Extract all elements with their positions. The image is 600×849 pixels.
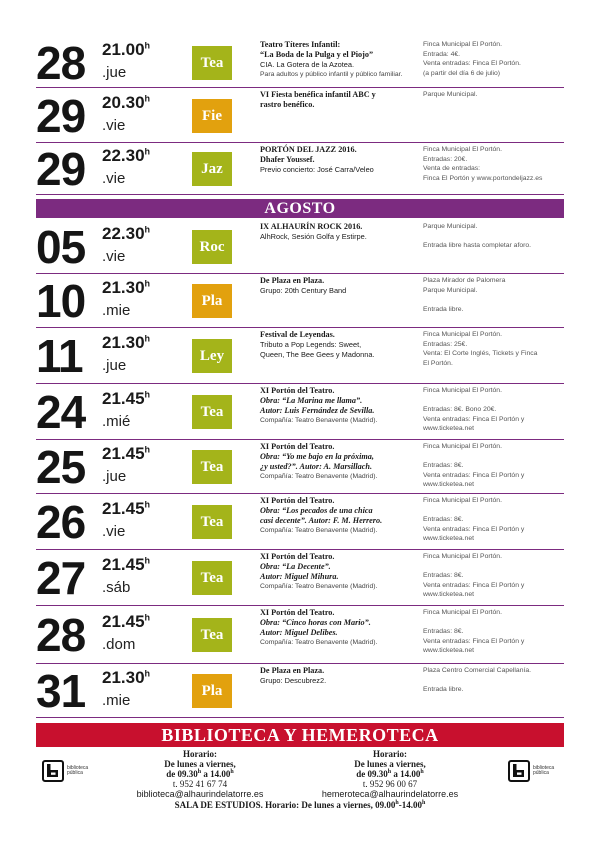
description-line: XI Portón del Teatro.	[260, 386, 335, 395]
description-line: Tributo a Pop Legends: Sweet,	[260, 340, 362, 349]
description-line: IX ALHAURÍN ROCK 2016.	[260, 222, 363, 231]
event-weekday: .jue	[102, 468, 127, 485]
event-day: 25	[36, 441, 86, 493]
location-line: Finca Municipal El Portón.	[423, 331, 502, 338]
month-label: AGOSTO	[264, 199, 336, 217]
location-line	[423, 676, 573, 686]
description-line: Queen, The Bee Gees y Madonna.	[260, 350, 375, 359]
event-day: 24	[36, 386, 86, 438]
event-weekday: .jue	[102, 64, 127, 81]
location-line: Venta entradas: Finca El Portón y	[423, 415, 525, 423]
hemeroteca-hours	[290, 749, 490, 799]
event-day: 11	[36, 330, 83, 382]
description-line: CIA. La Gotera de la Azotea.	[260, 60, 355, 69]
event-description	[260, 608, 422, 648]
location-line: Entradas: 8€.	[423, 516, 464, 523]
event-location	[423, 496, 573, 544]
event-location	[423, 608, 573, 656]
description-line: Compañía: Teatro Benavente (Madrid).	[260, 527, 378, 534]
library-title: BIBLIOTECA Y HEMEROTECA	[161, 724, 439, 745]
event-description	[260, 666, 422, 686]
event-weekday: .jue	[102, 357, 127, 374]
event-description	[260, 552, 422, 592]
event-time: 22.30$^h$	[102, 146, 151, 165]
event-row	[36, 328, 564, 384]
event-row	[36, 494, 564, 550]
event-weekday: .vie	[102, 117, 126, 134]
biblioteca-hours	[100, 749, 300, 799]
description-line: Dhafer Youssef.	[260, 155, 315, 164]
event-row	[36, 143, 564, 195]
description-line: Compañía: Teatro Benavente (Madrid).	[260, 473, 378, 480]
event-category-badge: Pla	[192, 284, 232, 318]
description-line: XI Portón del Teatro.	[260, 552, 335, 561]
description-line: Autor: Luis Fernández de Sevilla.	[260, 406, 375, 415]
event-category-badge: Tea	[192, 618, 232, 652]
event-time: 21.30$^h$	[102, 333, 151, 352]
location-line: Entradas: 25€.	[423, 340, 468, 348]
location-line: www.ticketea.net	[423, 481, 474, 488]
library-logo-text: biblioteca pública	[533, 764, 555, 776]
library-logo-icon	[508, 760, 530, 782]
event-location	[423, 40, 573, 78]
event-location	[423, 330, 573, 368]
event-weekday: .mie	[102, 302, 131, 319]
location-line: Plaza Centro Comercial Capellanía.	[423, 667, 532, 674]
description-line: Compañía: Teatro Benavente (Madrid).	[260, 417, 378, 424]
event-row	[36, 38, 564, 88]
event-day: 26	[36, 496, 86, 548]
event-weekday: .mie	[102, 692, 131, 709]
month-header-agosto	[36, 199, 564, 218]
location-line: El Portón.	[423, 359, 453, 367]
description-line: XI Portón del Teatro.	[260, 496, 335, 505]
library-logo-left	[42, 760, 89, 782]
location-line: Entradas: 8€. Bono 20€.	[423, 406, 497, 413]
location-line: (a partir del día 6 de julio)	[423, 69, 501, 77]
location-line: Entradas: 8€.	[423, 572, 464, 579]
description-line: Grupo: 20th Century Band	[260, 286, 347, 295]
event-time: 21.45$^h$	[102, 555, 151, 574]
hours-heading: Horario:	[183, 749, 217, 759]
event-row	[36, 220, 564, 274]
description-line: Grupo: Descubrez2.	[260, 676, 327, 685]
description-line: Autor: Miguel Mihura.	[260, 572, 339, 581]
location-line: Parque Municipal.	[423, 286, 478, 294]
event-description	[260, 330, 422, 360]
event-weekday: .vie	[102, 170, 126, 187]
event-day: 28	[36, 37, 86, 89]
event-category-badge: Jaz	[192, 152, 232, 186]
location-line: Finca Municipal El Portón.	[423, 41, 502, 48]
location-line: Finca Municipal El Portón.	[423, 387, 502, 394]
description-line: Teatro Títeres Infantil:	[260, 40, 341, 49]
library-banner	[36, 723, 564, 747]
location-line	[423, 295, 573, 305]
event-weekday: .mié	[102, 413, 131, 430]
library-logo-icon	[42, 760, 64, 782]
study-room-hours: SALA DE ESTUDIOS. Horario: De lunes a viernes, 09.00$^h$-14.00$^h$	[174, 800, 426, 810]
description-line: Obra: “La Marina me llama”.	[260, 396, 363, 405]
location-line: Plaza Mirador de Palomera	[423, 277, 506, 284]
description-line: AlhRock, Sesión Golfa y Estirpe.	[260, 232, 367, 241]
description-line: Obra: “Yo me bajo en la próxima,	[260, 452, 374, 461]
event-description	[260, 496, 422, 536]
location-line: Venta entradas: Finca El Portón y	[423, 471, 525, 479]
event-category-badge: Fie	[192, 99, 232, 133]
event-category-badge: Tea	[192, 450, 232, 484]
event-day: 31	[36, 665, 86, 717]
location-line: Venta entradas: Finca El Portón y	[423, 525, 525, 533]
location-line: Parque Municipal.	[423, 223, 478, 230]
location-line	[423, 396, 573, 406]
location-line	[423, 452, 573, 462]
description-line: Autor: Miguel Delibes.	[260, 628, 338, 637]
description-line: Obra: “Los pecados de una chica	[260, 506, 373, 515]
description-line: Previo concierto: José Carra/Veleo	[260, 165, 374, 174]
event-day: 28	[36, 609, 86, 661]
event-time: 21.45$^h$	[102, 499, 151, 518]
location-line: Finca Municipal El Portón.	[423, 443, 502, 450]
event-description	[260, 145, 422, 175]
event-description	[260, 386, 422, 426]
description-line: rastro benéfico.	[260, 100, 315, 109]
description-line: “La Boda de la Pulga y el Piojo”	[260, 50, 374, 59]
location-line: Entrada: 4€.	[423, 50, 461, 58]
event-weekday: .sáb	[102, 579, 131, 596]
location-line: Parque Municipal.	[423, 91, 478, 98]
location-line: www.ticketea.net	[423, 535, 474, 542]
event-time: 21.30$^h$	[102, 278, 151, 297]
description-line: VI Fiesta benéfica infantil ABC y	[260, 90, 376, 99]
event-category-badge: Tea	[192, 395, 232, 429]
event-location	[423, 442, 573, 490]
phone-number: t. 952 41 67 74	[172, 779, 228, 789]
description-line: De Plaza en Plaza.	[260, 276, 325, 285]
location-line	[423, 506, 573, 516]
event-day: 29	[36, 90, 86, 142]
hours-range: de 09.30$^h$ a 14.00$^h$	[356, 769, 424, 779]
event-weekday: .vie	[102, 248, 126, 265]
event-row	[36, 440, 564, 494]
event-day: 05	[36, 221, 86, 273]
location-line: www.ticketea.net	[423, 425, 474, 432]
hours-range: de 09.30$^h$ a 14.00$^h$	[166, 769, 234, 779]
phone-number: t. 952 96 00 67	[362, 779, 418, 789]
event-category-badge: Pla	[192, 674, 232, 708]
email-link[interactable]: biblioteca@alhaurindelatorre.es	[136, 789, 264, 799]
event-weekday: .dom	[102, 636, 136, 653]
description-line: casi decente”. Autor: F. M. Herrero.	[260, 516, 383, 525]
library-logo-text: biblioteca pública	[67, 764, 89, 776]
location-line: Finca Municipal El Portón.	[423, 146, 502, 153]
location-line	[423, 618, 573, 628]
location-line: Entradas: 8€.	[423, 462, 464, 469]
event-description	[260, 442, 422, 482]
location-line: Venta entradas: Finca El Portón.	[423, 60, 521, 67]
event-category-badge: Tea	[192, 505, 232, 539]
location-line: Venta entradas: Finca El Portón y	[423, 637, 525, 645]
location-line: Finca El Portón y www.portondeljazz.es	[423, 174, 543, 182]
description-line: Obra: “La Decente”.	[260, 562, 331, 571]
location-line: Finca Municipal El Portón.	[423, 497, 502, 504]
event-time: 21.30$^h$	[102, 668, 151, 687]
event-location	[423, 222, 573, 251]
event-day: 10	[36, 275, 86, 327]
location-line: Entrada libre.	[423, 305, 464, 313]
description-line: PORTÓN DEL JAZZ 2016.	[260, 145, 357, 154]
event-row	[36, 664, 564, 718]
event-day: 29	[36, 143, 86, 195]
location-line: Entradas: 8€.	[423, 628, 464, 635]
event-time: 21.45$^h$	[102, 444, 151, 463]
event-category-badge: Ley	[192, 339, 232, 373]
description-line: XI Portón del Teatro.	[260, 442, 335, 451]
description-line: Compañía: Teatro Benavente (Madrid).	[260, 639, 378, 646]
event-row	[36, 274, 564, 328]
event-description	[260, 90, 422, 110]
location-line: Venta de entradas:	[423, 165, 481, 172]
hours-heading: Horario:	[373, 749, 407, 759]
location-line: Venta entradas: Finca El Portón y	[423, 581, 525, 589]
event-category-badge: Roc	[192, 230, 232, 264]
description-line: XI Portón del Teatro.	[260, 608, 335, 617]
event-location	[423, 552, 573, 600]
hours-days: De lunes a viernes,	[354, 759, 426, 769]
event-weekday: .vie	[102, 523, 126, 540]
description-line: De Plaza en Plaza.	[260, 666, 325, 675]
event-time: 21.00$^h$	[102, 40, 151, 59]
description-line: Festival de Leyendas.	[260, 330, 335, 339]
location-line: Venta: El Corte Inglés, Tickets y Finca	[423, 350, 538, 357]
location-line	[423, 232, 573, 242]
description-line: Compañía: Teatro Benavente (Madrid).	[260, 583, 378, 590]
hours-days: De lunes a viernes,	[164, 759, 236, 769]
event-location	[423, 145, 573, 183]
location-line: Finca Municipal El Portón.	[423, 609, 502, 616]
event-location	[423, 90, 573, 100]
event-location	[423, 276, 573, 314]
event-time: 20.30$^h$	[102, 93, 151, 112]
event-row	[36, 384, 564, 440]
event-category-badge: Tea	[192, 46, 232, 80]
location-line: www.ticketea.net	[423, 647, 474, 654]
location-line: www.ticketea.net	[423, 591, 474, 598]
event-description	[260, 40, 422, 80]
description-line: Para adultos y público infantil y público familiar.	[260, 71, 403, 78]
library-logo-right	[508, 760, 555, 782]
event-location	[423, 666, 573, 695]
event-category-badge: Tea	[192, 561, 232, 595]
event-time: 21.45$^h$	[102, 612, 151, 631]
location-line	[423, 562, 573, 572]
event-row	[36, 550, 564, 606]
event-description	[260, 222, 422, 242]
event-location	[423, 386, 573, 434]
location-line: Finca Municipal El Portón.	[423, 553, 502, 560]
email-link[interactable]: hemeroteca@alhaurindelatorre.es	[321, 789, 459, 799]
event-day: 27	[36, 552, 86, 604]
event-description	[260, 276, 422, 296]
event-time: 22.30$^h$	[102, 224, 151, 243]
description-line: Obra: “Cinco horas con Mario”.	[260, 618, 371, 627]
description-line: ¿y usted?”. Autor: A. Marsillach.	[260, 462, 372, 471]
event-row	[36, 606, 564, 664]
location-line: Entradas: 20€.	[423, 155, 468, 163]
location-line: Entrada libre.	[423, 686, 464, 693]
event-row	[36, 88, 564, 143]
location-line: Entrada libre hasta completar aforo.	[423, 242, 532, 249]
event-time: 21.45$^h$	[102, 389, 151, 408]
